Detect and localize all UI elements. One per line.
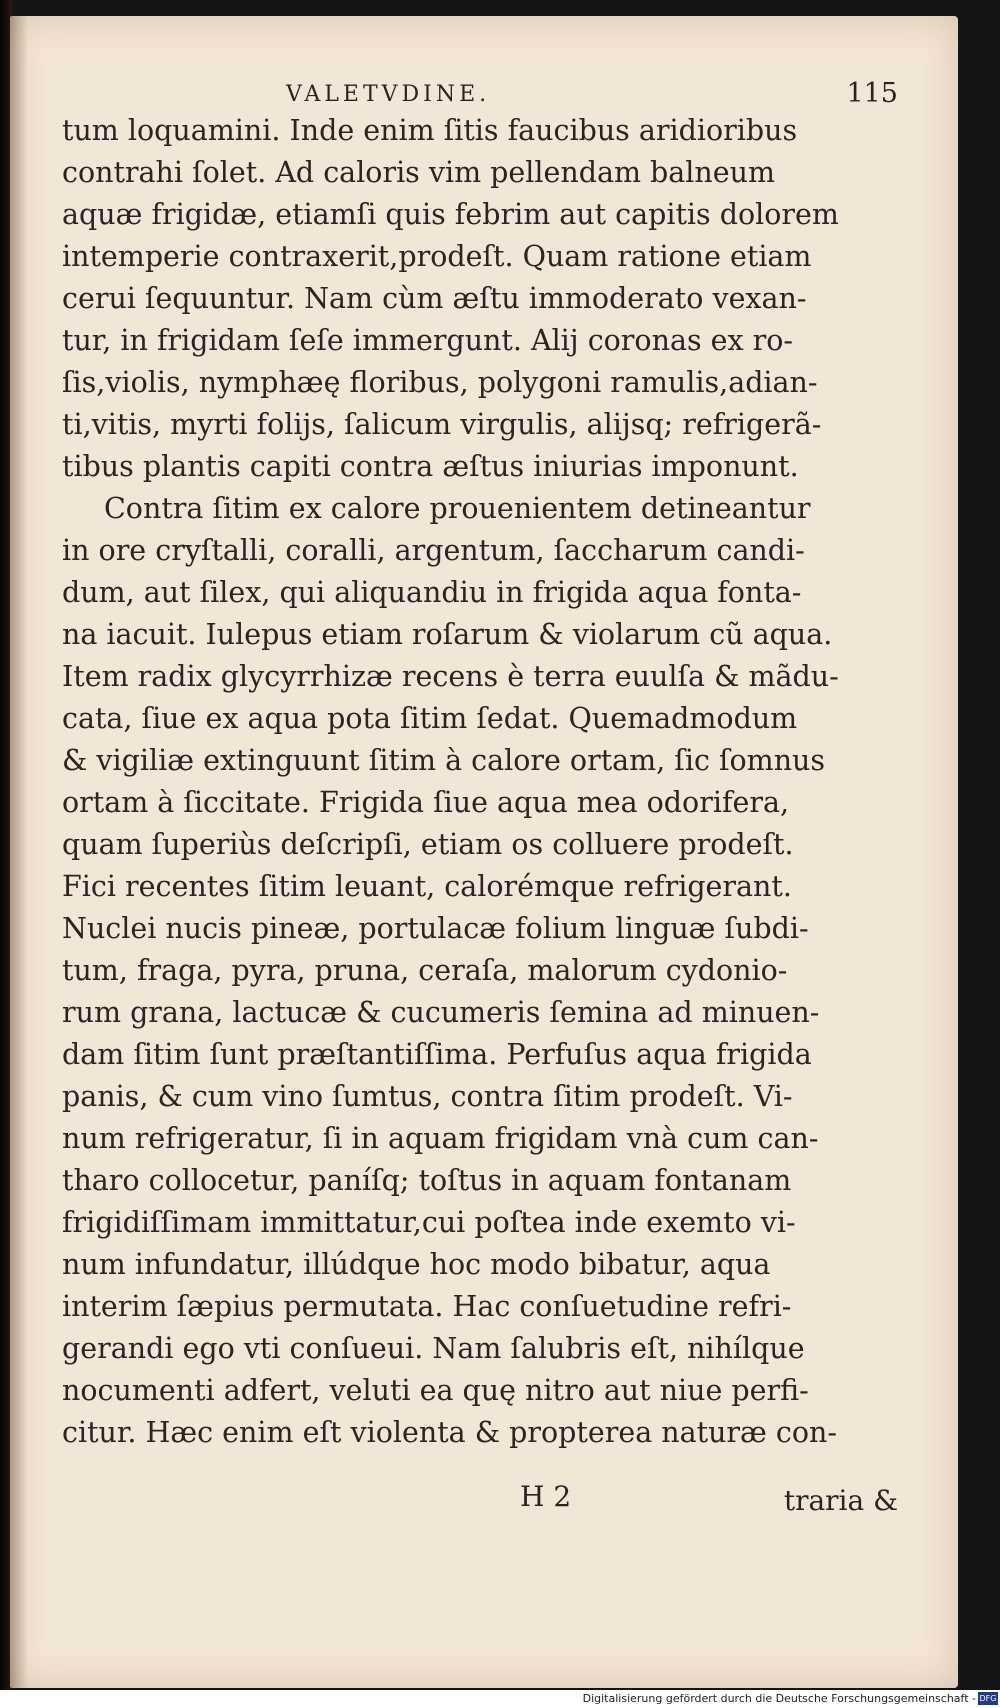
text-line: intemperie contraxerit,prodeſt. Quam ratione etiam <box>62 240 812 273</box>
catchword: traria & <box>783 1484 898 1517</box>
text-line: tum, fraga, pyra, pruna, ceraſa, malorum cydonio- <box>62 954 788 987</box>
text-line: dum, aut ſilex, qui aliquandiu in frigida aqua fonta- <box>62 576 802 609</box>
dfg-logo: DFG <box>979 1694 997 1703</box>
text-line: cerui ſequuntur. Nam cùm æſtu immoderato vexan- <box>62 282 807 315</box>
text-line: tur, in frigidam ſeſe immergunt. Alij coronas ex ro- <box>62 324 794 357</box>
text-line: ortam à ſiccitate. Frigida ſiue aqua mea odorifera, <box>62 786 790 819</box>
signature-mark: H 2 <box>520 1480 572 1513</box>
text-line: frigidiſſimam immittatur,cui poſtea inde exemto vi- <box>62 1206 796 1239</box>
text-line: num infundatur, illúdque hoc modo bibatur, aqua <box>62 1248 771 1281</box>
text-line: Contra ſitim ex calore prouenientem detineantur <box>104 492 811 525</box>
text-line: contrahi ſolet. Ad caloris vim pellendam balneum <box>62 156 776 189</box>
text-line: nocumenti adfert, veluti ea quę nitro aut niue perfi- <box>62 1374 809 1407</box>
text-line: citur. Hæc enim eſt violenta & propterea naturæ con- <box>62 1416 838 1449</box>
text-line: quam ſuperiùs deſcripſi, etiam os colluere prodeſt. <box>62 828 794 861</box>
text-line: rum grana, lactucæ & cucumeris ſemina ad minuen- <box>62 996 820 1029</box>
text-line: tharo collocetur, paníſq; toſtus in aquam fontanam <box>62 1164 792 1197</box>
text-line: ſis,violis, nymphæę floribus, polygoni ramulis,adian- <box>62 366 818 399</box>
text-line: cata, ſiue ex aqua pota ſitim ſedat. Quemadmodum <box>62 702 798 735</box>
page-number: 115 <box>846 78 898 109</box>
text-line: interim ſæpius permutata. Hac conſuetudine refri- <box>62 1290 792 1323</box>
digitization-credit-bar <box>0 1690 1000 1708</box>
text-line: num refrigeratur, ſi in aquam frigidam vnà cum can- <box>62 1122 819 1155</box>
running-head <box>58 70 898 110</box>
text-line: tibus plantis capiti contra æſtus iniurias imponunt. <box>62 450 799 483</box>
digitization-credit: Digitalisierung gefördert durch die Deutsche Forschungsgemeinschaft - <box>582 1692 976 1705</box>
text-line: Fici recentes ſitim leuant, calorémque refrigerant. <box>62 870 792 903</box>
text-line: & vigiliæ extinguunt ſitim à calore ortam, ſic ſomnus <box>62 744 826 777</box>
gutter-shadow <box>10 16 28 1688</box>
text-line: dam ſitim ſunt præſtantiſſima. Perfuſus aqua frigida <box>62 1038 812 1071</box>
text-line: Nuclei nucis pineæ, portulacæ folium linguæ ſubdi- <box>62 912 809 945</box>
text-line: tum loquamini. Inde enim ſitis faucibus aridioribus <box>62 114 798 147</box>
body-text <box>62 110 898 1454</box>
text-line: Item radix glycyrrhizæ recens è terra euulſa & mãdu- <box>62 660 839 693</box>
page-foot <box>62 1480 898 1522</box>
text-line: in ore cryſtalli, coralli, argentum, ſaccharum candi- <box>62 534 805 567</box>
text-line: na iacuit. Iulepus etiam roſarum & violarum cũ aqua. <box>62 618 833 651</box>
running-title: VALETVDINE. <box>286 82 491 107</box>
text-line: gerandi ego vti conſueui. Nam ſalubris eſt, nihílque <box>62 1332 805 1365</box>
text-line: aquæ frigidæ, etiamſi quis febrim aut capitis dolorem <box>62 198 839 231</box>
text-line: panis, & cum vino ſumtus, contra ſitim prodeſt. Vi- <box>62 1080 793 1113</box>
text-line: ti,vitis, myrti folijs, ſalicum virgulis, alijsq; refrigerã- <box>62 408 822 441</box>
